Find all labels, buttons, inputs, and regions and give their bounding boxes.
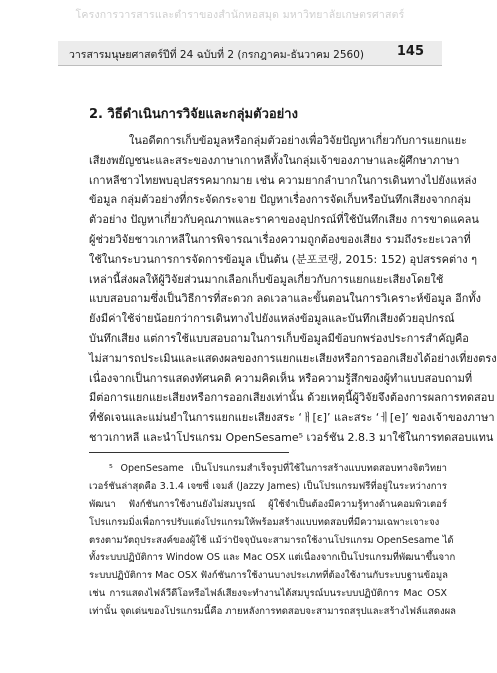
footnote-line: ทั้งระบบปฏิบัติการ Window OS และ Mac OSX แต่เนื่องจากเป็นโปรแกรมที่พัฒนาขึ้นจาก bbox=[89, 552, 456, 564]
body-line: เสียงพยัญชนะและสระของภาษาเกาหลีทั้งในกลุ่มเจ้าของภาษาและผู้ศึกษาภาษา bbox=[89, 153, 460, 167]
journal-title: วารสารมนุษยศาสตร์ปีที่ 24 ฉบับที่ 2 (กรกฎาคม-ธันวาคม 2560) bbox=[69, 49, 364, 61]
body-line: ชาวเกาหลี และนำโปรแกรม OpenSesame⁵ เวอร์ชัน 2.8.3 มาใช้ในการทดสอบแทน bbox=[89, 430, 494, 444]
body-line: ตัวอย่าง ปัญหาเกี่ยวกับคุณภาพและราคาของอุปกรณ์ที่ใช้บันทึกเสียง การขาดแคลน bbox=[89, 213, 479, 227]
body-line: ไม่สามารถประเมินและแสดงผลของการแยกแยะเสียงหรือการออกเสียงได้อย่างเที่ยงตรง bbox=[89, 351, 497, 365]
footnote-line: ⁵ OpenSesame เป็นโปรแกรมสำเร็จรูปที่ใช้ในการสร้างแบบทดสอบทางจิตวิทยา bbox=[109, 463, 447, 474]
body-line: ยังมีค่าใช้จ่ายน้อยกว่าการเดินทางไปยังแหล่งข้อมูลและบันทึกเสียงด้วยอุปกรณ์ bbox=[89, 312, 455, 326]
footnote-line: ตรงตามวัตถุประสงค์ของผู้ใช้ แม้ว่าปัจจุบันจะสามารถใช้งานโปรแกรม OpenSesame ได้ bbox=[89, 534, 454, 546]
footnote-divider bbox=[89, 452, 289, 453]
body-text bbox=[89, 131, 497, 448]
body-line: ใช้ในกระบวนการการจัดการข้อมูล เป็นต้น (분포코랭, 2015: 152) อุปสรรคต่าง ๆ bbox=[89, 252, 478, 266]
footnote-line: พัฒนา ฟังก์ชันการใช้งานยังไม่สมบูรณ์ ผู้ใช้จำเป็นต้องมีความรู้ทางด้านคอมพิวเตอร์ bbox=[89, 498, 447, 510]
watermark: โครงการวารสารและตำราของสำนักหอสมุด มหาวิทยาลัยเกษตรศาสตร์ bbox=[75, 9, 405, 21]
body-line: ในอดีตการเก็บข้อมูลหรือกลุ่มตัวอย่างเพื่อวิจัยปัญหาเกี่ยวกับการแยกแยะ bbox=[129, 134, 467, 147]
body-line: เกาหลีชาวไทยพบอุปสรรคมากมาย เช่น ความยากลำบากในการเดินทางไปยังแหล่ง bbox=[89, 173, 477, 187]
body-line: เนื่องจากเป็นการแสดงทัศนคติ ความคิดเห็น หรือความรู้สึกของผู้ทำแบบสอบถามที่ bbox=[89, 371, 473, 385]
footnote bbox=[89, 460, 456, 621]
body-line: เหล่านี้ส่งผลให้ผู้วิจัยส่วนมากเลือกเก็บข้อมูลเกี่ยวกับการแยกแยะเสียงโดยใช้ bbox=[89, 272, 444, 286]
body-line: แบบสอบถามซึ่งเป็นวิธีการที่สะดวก ลดเวลาและขั้นตอนในการวิเคราะห์ข้อมูล อีกทั้ง bbox=[89, 292, 481, 306]
body-line: มีต่อการแยกแยะเสียงหรือการออกเสียงเท่านั้น ด้วยเหตุนี้ผู้วิจัยจึงต้องการผลการทดสอบ bbox=[89, 391, 495, 405]
page-number: 145 bbox=[396, 44, 424, 59]
footnote-line: ระบบปฏิบัติการ Mac OSX ฟังก์ชันการใช้งานบางประเภทที่ต้องใช้งานกับระบบฐานข้อมูล bbox=[89, 570, 448, 582]
body-line: ที่ชัดเจนและแม่นยำในการแยกแยะเสียงสระ ‘ㅐ[ɛ]’ และสระ ‘ㅔ[e]’ ของเจ้าของภาษา bbox=[89, 411, 495, 425]
footnote-line: เช่น การแสดงไฟล์วีดีโอหรือไฟล์เสียงจะทำงานได้สมบูรณ์บนระบบปฏิบัติการ Mac OSX bbox=[89, 588, 447, 600]
body-line: ผู้ช่วยวิจัยชาวเกาหลีในการพิจารณาเรื่องความถูกต้องของเสียง รวมถึงระยะเวลาที่ bbox=[89, 232, 471, 246]
body-line: ข้อมูล กลุ่มตัวอย่างที่กระจัดกระจาย ปัญหาเรื่องการจัดเก็บหรือบันทึกเสียงจากกลุ่ม bbox=[89, 193, 472, 207]
body-line: บันทึกเสียง แต่การใช้แบบสอบถามในการเก็บข้อมูลมีข้อบกพร่องประการสำคัญคือ bbox=[89, 331, 469, 345]
running-header bbox=[58, 41, 442, 66]
footnote-line: โปรแกรมมิ่งเพื่อการปรับแต่งโปรแกรมให้พร้อมสร้างแบบทดสอบที่มีความเฉพาะเจาะจง bbox=[89, 516, 440, 528]
footnote-line: เวอร์ชันล่าสุดคือ 3.1.4 เจซซี่ เจมส์ (Jazzy James) เป็นโปรแกรมฟรีที่อยู่ในระหว่างการ bbox=[89, 480, 447, 492]
section-heading: 2. วิธีดำเนินการวิจัยและกลุ่มตัวอย่าง bbox=[89, 107, 298, 122]
footnote-line: เท่านั้น จุดเด่นของโปรแกรมนี้คือ ภายหลังการทดสอบจะสามารถสรุปและสร้างไฟล์แสดงผล bbox=[89, 606, 456, 618]
